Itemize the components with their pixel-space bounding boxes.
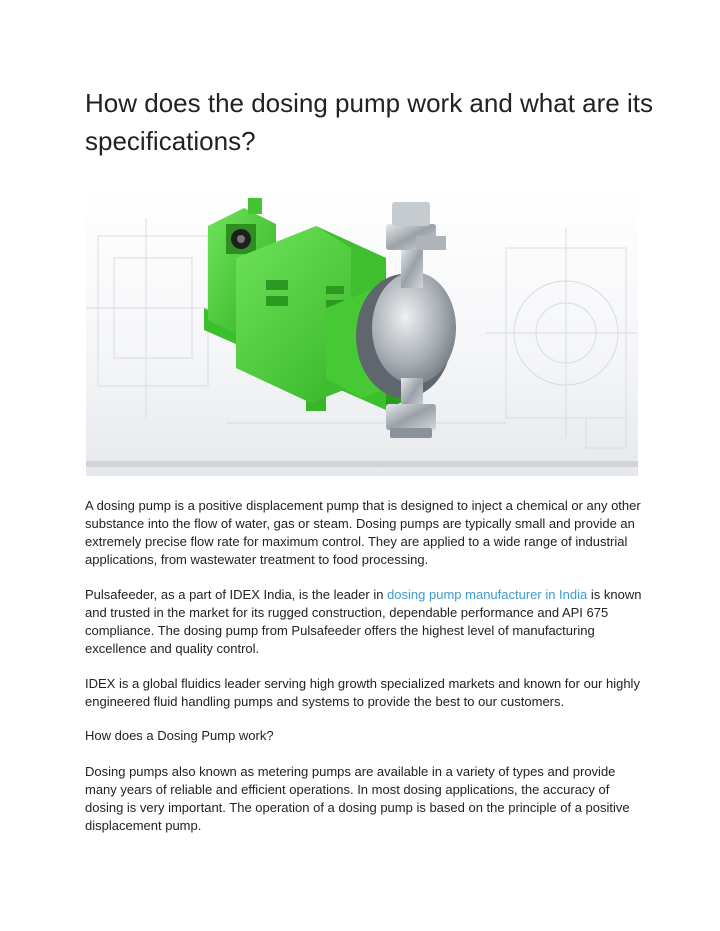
page-title: How does the dosing pump work and what are its specifications?	[85, 88, 653, 156]
section-heading: How does a Dosing Pump work?	[85, 728, 274, 743]
dosing-pump-image	[86, 188, 638, 476]
paragraph-how-it-works: Dosing pumps also known as metering pumps are available in a variety of types and provide many years of reliable and efficient operations. In most dosing applications, the accuracy of dosing is very important. The operation of a dosing pump is based on the principle of a positive displacement pump.	[85, 764, 630, 833]
paragraph-idex: IDEX is a global fluidics leader serving high growth specialized markets and known for our highly engineered fluid handling pumps and systems to provide the best to our customers.	[85, 676, 640, 709]
paragraph-text: is known and trusted in the market for its rugged construction, dependable performance and API 675 compliance. The dosing pump from Pulsafeeder offers the highest level of manufacturing excellence and quality control.	[85, 587, 642, 656]
paragraph-pulsafeeder	[85, 586, 645, 658]
dosing-pump-manufacturer-link[interactable]: dosing pump manufacturer in India	[387, 587, 588, 602]
paragraph-text: Pulsafeeder, as a part of IDEX India, is the leader in	[85, 587, 388, 602]
paragraph-intro: A dosing pump is a positive displacement pump that is designed to inject a chemical or any other substance into the flow of water, gas or steam. Dosing pumps are typically small and provide an extremely precise flow rate for maximum control. They are applied to a wide range of industrial applications, from wastewater treatment to food processing.	[85, 498, 641, 567]
